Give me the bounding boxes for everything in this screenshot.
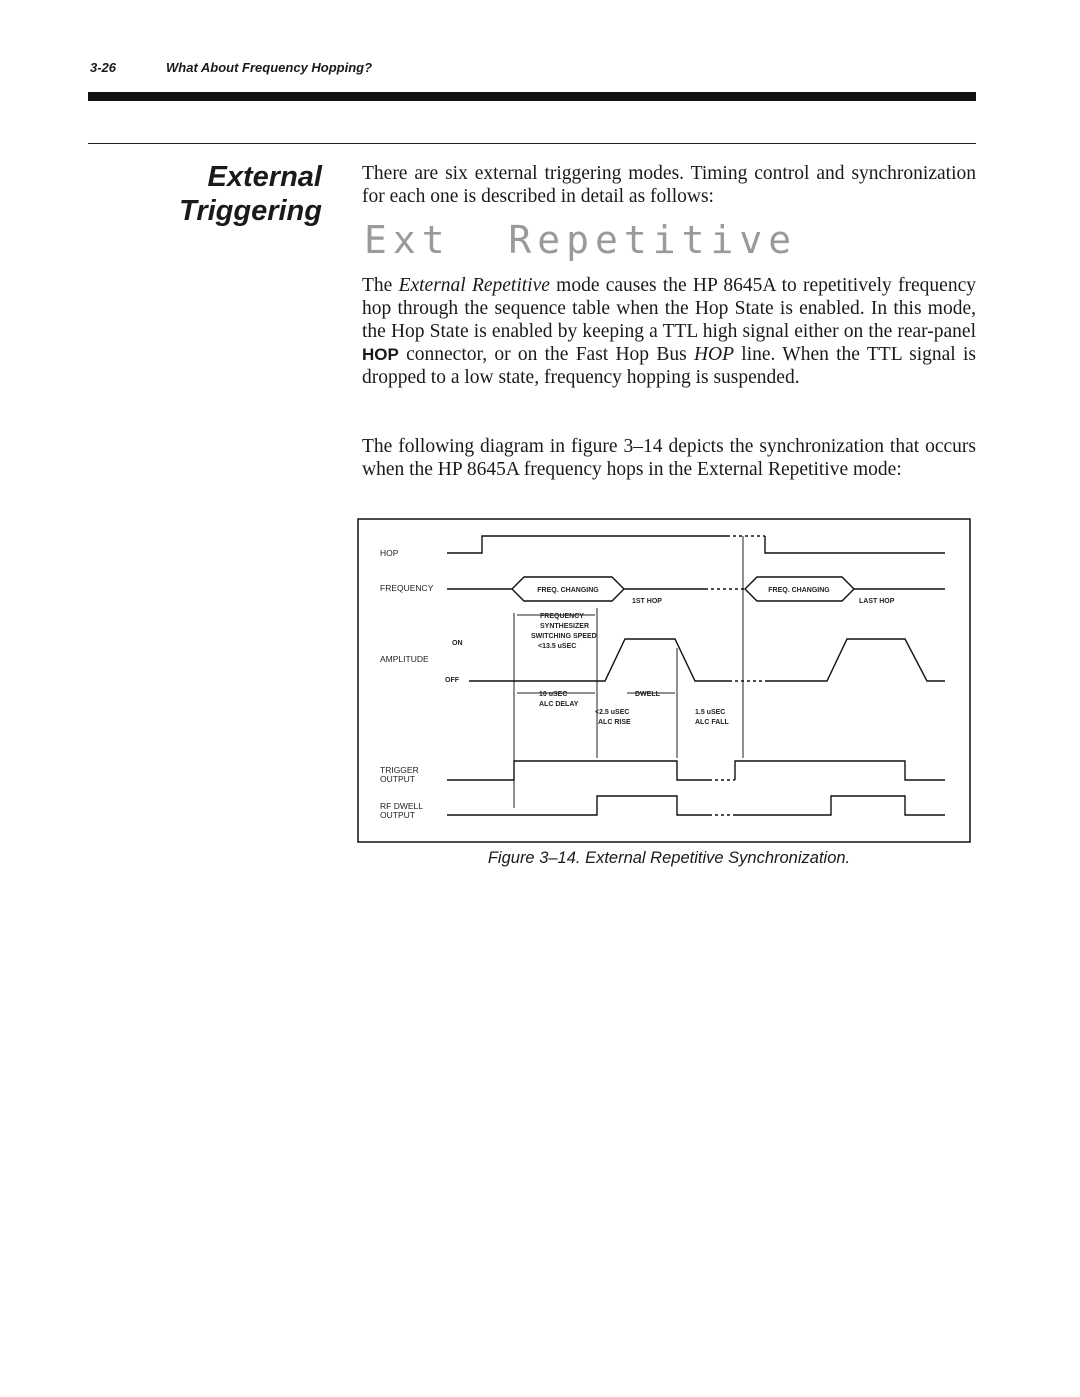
wave-trigger-2	[735, 761, 945, 780]
section-heading	[150, 160, 322, 228]
figure-caption: Figure 3–14. External Repetitive Synchronization.	[487, 849, 851, 867]
wave-rf-1	[447, 796, 709, 815]
p2-text-4: line. When the TTL signal is dropped to a low state, frequency hopping is suspended.	[362, 344, 976, 388]
p2-italic-hop: HOP	[693, 344, 735, 365]
p2-text-2: mode causes the HP 8645A to repetitively frequency hop through the sequence table when the Hop State is enabled. In this mode, the Hop State is enabled by keeping a TTL high signal either on the rear-panel	[362, 275, 976, 342]
label-rf-1: RF DWELL	[380, 801, 423, 811]
label-rise-1: <2.5 uSEC	[595, 709, 630, 716]
wave-amplitude-pulse-1	[469, 639, 729, 681]
label-trigger-2: OUTPUT	[380, 774, 415, 784]
p2-italic-mode: External Repetitive	[398, 275, 550, 296]
label-trigger-1: TRIGGER	[380, 765, 419, 775]
timing-diagram-svg	[357, 518, 971, 844]
header-rule-thick	[88, 92, 976, 101]
diagram-intro-paragraph: The following diagram in figure 3–14 depicts the synchronization that occurs when the HP 8645A frequency hops in the External Repetitive mode:	[362, 436, 976, 480]
label-amp-on: ON	[452, 640, 463, 647]
label-amp-off: OFF	[445, 677, 459, 684]
label-freq-changing-1: FREQ. CHANGING	[537, 587, 599, 594]
label-switch-1: FREQUENCY	[540, 613, 584, 620]
lcd-display-text: Ext Repetitive	[364, 218, 798, 262]
label-switch-3: SWITCHING SPEED	[531, 633, 597, 640]
label-freq-changing-2: FREQ. CHANGING	[768, 587, 830, 594]
label-hop: HOP	[380, 548, 399, 558]
wave-rf-2	[735, 796, 945, 815]
label-frequency: FREQUENCY	[380, 583, 434, 593]
label-dwell: DWELL	[635, 691, 660, 698]
section-rule	[88, 143, 976, 144]
label-switch-4: <13.5 uSEC	[538, 643, 577, 650]
label-rise-2: ALC RISE	[598, 719, 631, 726]
label-rf-2: OUTPUT	[380, 810, 415, 820]
section-heading-line1: External	[207, 161, 322, 193]
label-delay-1: 10 uSEC	[539, 691, 568, 698]
p2-bold-hop: HOP	[362, 345, 399, 364]
section-heading-line2: Triggering	[179, 195, 322, 227]
page-number: 3-26	[90, 60, 117, 75]
p2-text-1: The	[362, 275, 399, 296]
timing-diagram	[357, 518, 971, 868]
label-first-hop: 1ST HOP	[632, 598, 662, 605]
wave-trigger-1	[447, 761, 709, 780]
label-last-hop: LAST HOP	[859, 598, 895, 605]
label-delay-2: ALC DELAY	[539, 701, 579, 708]
mode-description-paragraph	[362, 274, 976, 389]
label-fall-1: 1.5 uSEC	[695, 709, 726, 716]
wave-hop-low	[765, 536, 945, 553]
wave-amplitude-pulse-2	[767, 639, 945, 681]
wave-hop-high	[447, 536, 727, 553]
label-fall-2: ALC FALL	[695, 719, 729, 726]
label-amplitude: AMPLITUDE	[380, 654, 429, 664]
p2-text-3: connector, or on the Fast Hop Bus	[398, 344, 694, 365]
running-title: What About Frequency Hopping?	[166, 60, 373, 75]
label-switch-2: SYNTHESIZER	[540, 623, 590, 630]
intro-paragraph: There are six external triggering modes. Timing control and synchronization for each one is described in detail as follows:	[362, 163, 976, 207]
